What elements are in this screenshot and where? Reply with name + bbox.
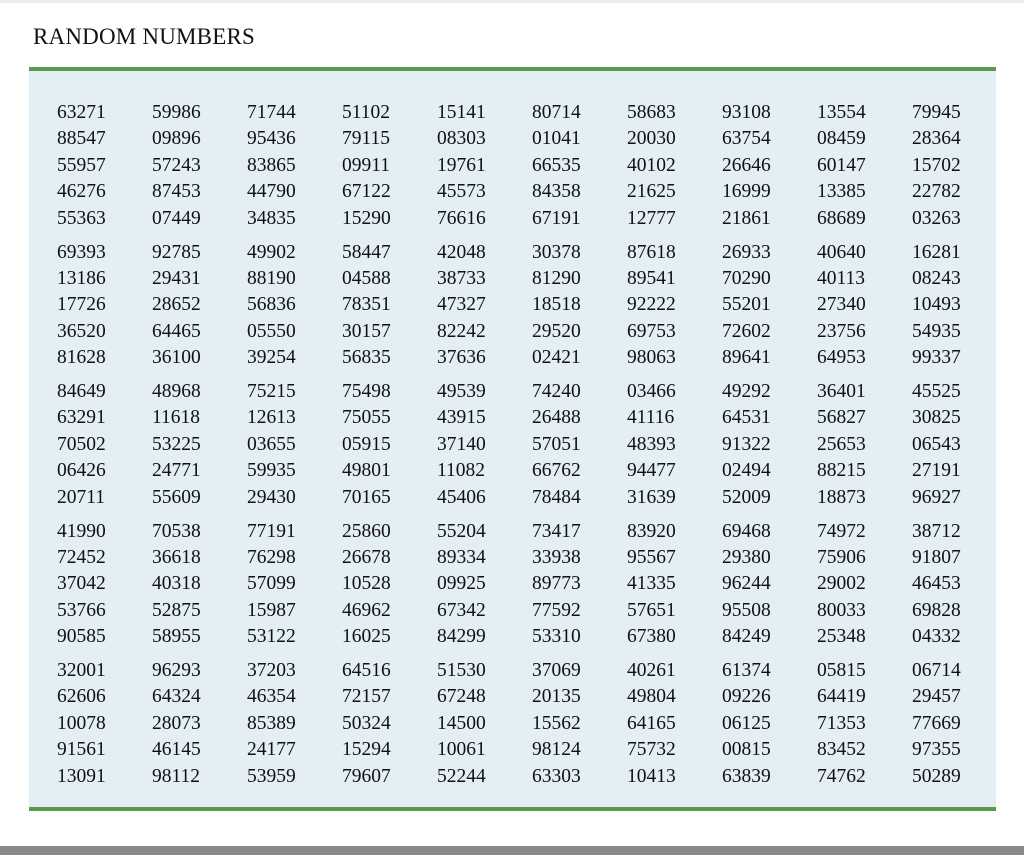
number-cell: 09226 (722, 686, 771, 708)
number-cell: 99337 (912, 347, 961, 369)
number-cell: 80033 (817, 599, 866, 621)
number-cell: 49804 (627, 686, 676, 708)
number-cell: 15987 (247, 599, 296, 621)
number-cell: 41116 (627, 407, 675, 429)
number-cell: 53225 (152, 433, 201, 455)
number-cell: 06714 (912, 660, 961, 681)
number-cell: 64531 (722, 407, 771, 429)
number-cell: 01041 (532, 128, 581, 150)
number-cell: 95567 (627, 546, 676, 568)
table-row (57, 764, 977, 790)
number-cell: 33938 (532, 546, 581, 568)
number-cell: 49292 (722, 381, 771, 402)
number-cell: 08459 (817, 128, 866, 150)
table-row (57, 485, 977, 511)
number-cell: 31639 (627, 486, 676, 508)
number-cell: 46276 (57, 181, 106, 203)
number-cell: 69393 (57, 241, 106, 263)
table-row (57, 179, 977, 205)
number-cell: 49539 (437, 381, 486, 402)
number-cell: 46145 (152, 739, 201, 761)
number-cell: 75906 (817, 546, 866, 568)
number-cell: 27191 (912, 460, 961, 482)
number-cell: 09925 (437, 573, 486, 595)
number-cell: 75055 (342, 407, 391, 429)
number-cell: 06125 (722, 712, 771, 734)
number-cell: 89541 (627, 267, 676, 289)
number-cell: 96293 (152, 660, 201, 681)
number-cell: 72602 (722, 320, 771, 342)
number-cell: 42048 (437, 241, 486, 263)
number-cell: 29457 (912, 686, 961, 708)
number-cell: 45525 (912, 381, 961, 402)
number-cell: 98124 (532, 739, 581, 761)
number-cell: 21625 (627, 181, 676, 203)
number-cell: 40640 (817, 241, 866, 263)
number-cell: 76298 (247, 546, 296, 568)
number-cell: 40261 (627, 660, 676, 681)
table-row (57, 126, 977, 152)
table-row (57, 266, 977, 292)
number-cell: 63303 (532, 765, 581, 787)
number-cell: 10413 (627, 765, 676, 787)
number-cell: 67122 (342, 181, 391, 203)
number-cell: 83920 (627, 520, 676, 542)
number-cell: 89334 (437, 546, 486, 568)
number-cell: 06426 (57, 460, 106, 482)
number-cell: 75732 (627, 739, 676, 761)
number-cell: 85389 (247, 712, 296, 734)
number-cell: 16025 (342, 626, 391, 648)
number-cell: 57651 (627, 599, 676, 621)
number-cell: 53959 (247, 765, 296, 787)
number-cell: 97355 (912, 739, 961, 761)
number-cell: 93108 (722, 102, 771, 123)
number-cell: 70165 (342, 486, 391, 508)
number-cell: 88215 (817, 460, 866, 482)
number-cell: 88190 (247, 267, 296, 289)
number-cell: 63839 (722, 765, 771, 787)
table-row (57, 100, 977, 126)
number-cell: 36618 (152, 546, 201, 568)
table-row (57, 292, 977, 318)
number-cell: 63754 (722, 128, 771, 150)
number-cell: 06543 (912, 433, 961, 455)
number-cell: 04588 (342, 267, 391, 289)
number-cell: 70290 (722, 267, 771, 289)
number-cell: 24771 (152, 460, 201, 482)
number-cell: 76616 (437, 207, 486, 229)
table-row (57, 658, 977, 684)
number-cell: 05815 (817, 660, 866, 681)
number-cell: 56836 (247, 294, 296, 316)
number-cell: 75498 (342, 381, 391, 402)
table-row (57, 737, 977, 763)
number-cell: 83865 (247, 154, 296, 176)
number-blocks (57, 100, 977, 798)
number-cell: 74762 (817, 765, 866, 787)
number-cell: 36100 (152, 347, 201, 369)
number-cell: 78351 (342, 294, 391, 316)
number-cell: 71744 (247, 102, 296, 123)
number-cell: 62606 (57, 686, 106, 708)
number-cell: 26488 (532, 407, 581, 429)
number-cell: 55204 (437, 520, 486, 542)
number-cell: 52875 (152, 599, 201, 621)
number-cell: 10528 (342, 573, 391, 595)
number-cell: 10078 (57, 712, 106, 734)
number-cell: 15294 (342, 739, 391, 761)
number-cell: 80714 (532, 102, 581, 123)
number-cell: 50289 (912, 765, 961, 787)
number-cell: 82242 (437, 320, 486, 342)
number-cell: 16281 (912, 241, 961, 263)
number-cell: 48968 (152, 381, 201, 402)
number-cell: 26933 (722, 241, 771, 263)
table-row (57, 624, 977, 650)
number-cell: 67380 (627, 626, 676, 648)
table-row (57, 684, 977, 710)
number-cell: 55609 (152, 486, 201, 508)
number-cell: 64516 (342, 660, 391, 681)
number-cell: 25653 (817, 433, 866, 455)
number-cell: 15562 (532, 712, 581, 734)
number-cell: 98063 (627, 347, 676, 369)
number-cell: 25860 (342, 520, 391, 542)
number-cell: 77669 (912, 712, 961, 734)
number-cell: 07449 (152, 207, 201, 229)
number-cell: 64419 (817, 686, 866, 708)
number-cell: 69828 (912, 599, 961, 621)
number-cell: 64165 (627, 712, 676, 734)
table-row (57, 379, 977, 405)
number-block (57, 519, 977, 649)
number-cell: 95508 (722, 599, 771, 621)
top-rule (0, 0, 1024, 3)
number-cell: 37140 (437, 433, 486, 455)
number-cell: 53122 (247, 626, 296, 648)
number-cell: 63271 (57, 102, 106, 123)
number-cell: 11082 (437, 460, 486, 482)
number-cell: 29002 (817, 573, 866, 595)
number-cell: 55363 (57, 207, 106, 229)
number-cell: 56827 (817, 407, 866, 429)
number-cell: 49902 (247, 241, 296, 263)
number-cell: 47327 (437, 294, 486, 316)
number-cell: 88547 (57, 128, 106, 150)
number-cell: 11618 (152, 407, 201, 429)
number-cell: 79945 (912, 102, 961, 123)
number-cell: 52244 (437, 765, 486, 787)
number-cell: 67342 (437, 599, 486, 621)
number-cell: 26678 (342, 546, 391, 568)
number-cell: 37069 (532, 660, 581, 681)
number-cell: 43915 (437, 407, 486, 429)
number-cell: 04332 (912, 626, 961, 648)
number-cell: 57243 (152, 154, 201, 176)
number-cell: 51530 (437, 660, 486, 681)
number-cell: 20711 (57, 486, 106, 508)
number-cell: 05550 (247, 320, 296, 342)
number-cell: 69468 (722, 520, 771, 542)
number-cell: 95436 (247, 128, 296, 150)
table-row (57, 153, 977, 179)
number-cell: 12613 (247, 407, 296, 429)
number-cell: 58447 (342, 241, 391, 263)
number-cell: 55957 (57, 154, 106, 176)
page-title: RANDOM NUMBERS (33, 24, 255, 49)
number-cell: 98112 (152, 765, 201, 787)
number-cell: 91561 (57, 739, 106, 761)
number-cell: 40113 (817, 267, 866, 289)
number-cell: 38712 (912, 520, 961, 542)
number-cell: 29380 (722, 546, 771, 568)
number-cell: 25348 (817, 626, 866, 648)
number-cell: 39254 (247, 347, 296, 369)
number-cell: 74972 (817, 520, 866, 542)
table-row (57, 240, 977, 266)
number-cell: 24177 (247, 739, 296, 761)
number-cell: 59986 (152, 102, 201, 123)
number-cell: 51102 (342, 102, 391, 123)
number-cell: 36401 (817, 381, 866, 402)
number-cell: 22782 (912, 181, 961, 203)
number-cell: 08243 (912, 267, 961, 289)
number-cell: 13385 (817, 181, 866, 203)
number-cell: 70502 (57, 433, 106, 455)
number-cell: 84249 (722, 626, 771, 648)
number-cell: 49801 (342, 460, 391, 482)
table-row (57, 571, 977, 597)
number-cell: 37203 (247, 660, 296, 681)
number-cell: 96927 (912, 486, 961, 508)
number-cell: 60147 (817, 154, 866, 176)
number-cell: 17726 (57, 294, 106, 316)
number-cell: 84358 (532, 181, 581, 203)
number-cell: 14500 (437, 712, 486, 734)
number-cell: 30157 (342, 320, 391, 342)
number-cell: 66762 (532, 460, 581, 482)
table-row (57, 711, 977, 737)
number-cell: 32001 (57, 660, 106, 681)
number-block (57, 658, 977, 788)
number-cell: 27340 (817, 294, 866, 316)
number-block (57, 240, 977, 370)
number-cell: 46354 (247, 686, 296, 708)
number-cell: 09911 (342, 154, 391, 176)
number-cell: 94477 (627, 460, 676, 482)
table-row (57, 598, 977, 624)
table-row (57, 405, 977, 431)
number-cell: 58955 (152, 626, 201, 648)
number-cell: 10493 (912, 294, 961, 316)
number-cell: 67191 (532, 207, 581, 229)
number-cell: 37042 (57, 573, 106, 595)
number-cell: 20030 (627, 128, 676, 150)
number-block (57, 379, 977, 509)
number-cell: 63291 (57, 407, 106, 429)
number-cell: 92785 (152, 241, 201, 263)
number-cell: 87453 (152, 181, 201, 203)
number-cell: 83452 (817, 739, 866, 761)
number-cell: 50324 (342, 712, 391, 734)
table-row (57, 545, 977, 571)
number-cell: 29520 (532, 320, 581, 342)
number-cell: 69753 (627, 320, 676, 342)
number-cell: 20135 (532, 686, 581, 708)
number-cell: 74240 (532, 381, 581, 402)
number-cell: 84299 (437, 626, 486, 648)
number-cell: 45406 (437, 486, 486, 508)
number-cell: 28364 (912, 128, 961, 150)
number-cell: 53310 (532, 626, 581, 648)
number-cell: 81290 (532, 267, 581, 289)
number-cell: 02421 (532, 347, 581, 369)
number-cell: 90585 (57, 626, 106, 648)
number-cell: 87618 (627, 241, 676, 263)
number-cell: 08303 (437, 128, 486, 150)
number-cell: 29430 (247, 486, 296, 508)
number-cell: 72452 (57, 546, 106, 568)
table-row (57, 345, 977, 371)
number-cell: 18518 (532, 294, 581, 316)
number-cell: 57099 (247, 573, 296, 595)
number-cell: 77191 (247, 520, 296, 542)
number-cell: 10061 (437, 739, 486, 761)
number-cell: 91322 (722, 433, 771, 455)
number-cell: 91807 (912, 546, 961, 568)
table-row (57, 206, 977, 232)
random-numbers-table (29, 67, 996, 811)
number-cell: 30378 (532, 241, 581, 263)
number-cell: 52009 (722, 486, 771, 508)
number-cell: 64953 (817, 347, 866, 369)
table-row (57, 458, 977, 484)
number-cell: 58683 (627, 102, 676, 123)
number-cell: 09896 (152, 128, 201, 150)
number-cell: 16999 (722, 181, 771, 203)
number-cell: 79115 (342, 128, 391, 150)
number-cell: 57051 (532, 433, 581, 455)
number-cell: 34835 (247, 207, 296, 229)
number-cell: 02494 (722, 460, 771, 482)
number-cell: 40102 (627, 154, 676, 176)
number-cell: 37636 (437, 347, 486, 369)
number-cell: 28073 (152, 712, 201, 734)
bottom-bar (0, 846, 1024, 855)
table-row (57, 319, 977, 345)
number-cell: 68689 (817, 207, 866, 229)
number-cell: 23756 (817, 320, 866, 342)
number-cell: 81628 (57, 347, 106, 369)
number-cell: 41335 (627, 573, 676, 595)
number-cell: 64324 (152, 686, 201, 708)
number-cell: 36520 (57, 320, 106, 342)
number-cell: 70538 (152, 520, 201, 542)
number-cell: 29431 (152, 267, 201, 289)
number-cell: 41990 (57, 520, 106, 542)
number-cell: 55201 (722, 294, 771, 316)
table-row (57, 432, 977, 458)
number-cell: 19761 (437, 154, 486, 176)
number-cell: 92222 (627, 294, 676, 316)
number-cell: 00815 (722, 739, 771, 761)
number-cell: 59935 (247, 460, 296, 482)
number-cell: 30825 (912, 407, 961, 429)
number-cell: 44790 (247, 181, 296, 203)
number-cell: 64465 (152, 320, 201, 342)
table-row (57, 519, 977, 545)
number-cell: 45573 (437, 181, 486, 203)
number-cell: 77592 (532, 599, 581, 621)
number-cell: 03655 (247, 433, 296, 455)
number-cell: 15141 (437, 102, 486, 123)
number-cell: 40318 (152, 573, 201, 595)
number-cell: 53766 (57, 599, 106, 621)
number-cell: 71353 (817, 712, 866, 734)
number-cell: 03263 (912, 207, 961, 229)
number-cell: 72157 (342, 686, 391, 708)
number-cell: 15290 (342, 207, 391, 229)
number-cell: 15702 (912, 154, 961, 176)
number-cell: 38733 (437, 267, 486, 289)
number-cell: 79607 (342, 765, 391, 787)
number-cell: 61374 (722, 660, 771, 681)
number-cell: 67248 (437, 686, 486, 708)
number-cell: 46453 (912, 573, 961, 595)
number-cell: 96244 (722, 573, 771, 595)
number-cell: 13186 (57, 267, 106, 289)
number-cell: 73417 (532, 520, 581, 542)
number-cell: 21861 (722, 207, 771, 229)
number-cell: 48393 (627, 433, 676, 455)
number-cell: 13091 (57, 765, 106, 787)
number-cell: 46962 (342, 599, 391, 621)
number-cell: 18873 (817, 486, 866, 508)
number-cell: 05915 (342, 433, 391, 455)
number-cell: 28652 (152, 294, 201, 316)
number-cell: 75215 (247, 381, 296, 402)
number-cell: 89641 (722, 347, 771, 369)
number-cell: 78484 (532, 486, 581, 508)
number-cell: 13554 (817, 102, 866, 123)
number-cell: 26646 (722, 154, 771, 176)
number-block (57, 100, 977, 230)
number-cell: 03466 (627, 381, 676, 402)
number-cell: 12777 (627, 207, 676, 229)
number-cell: 84649 (57, 381, 106, 402)
number-cell: 56835 (342, 347, 391, 369)
number-cell: 89773 (532, 573, 581, 595)
number-cell: 66535 (532, 154, 581, 176)
number-cell: 54935 (912, 320, 961, 342)
